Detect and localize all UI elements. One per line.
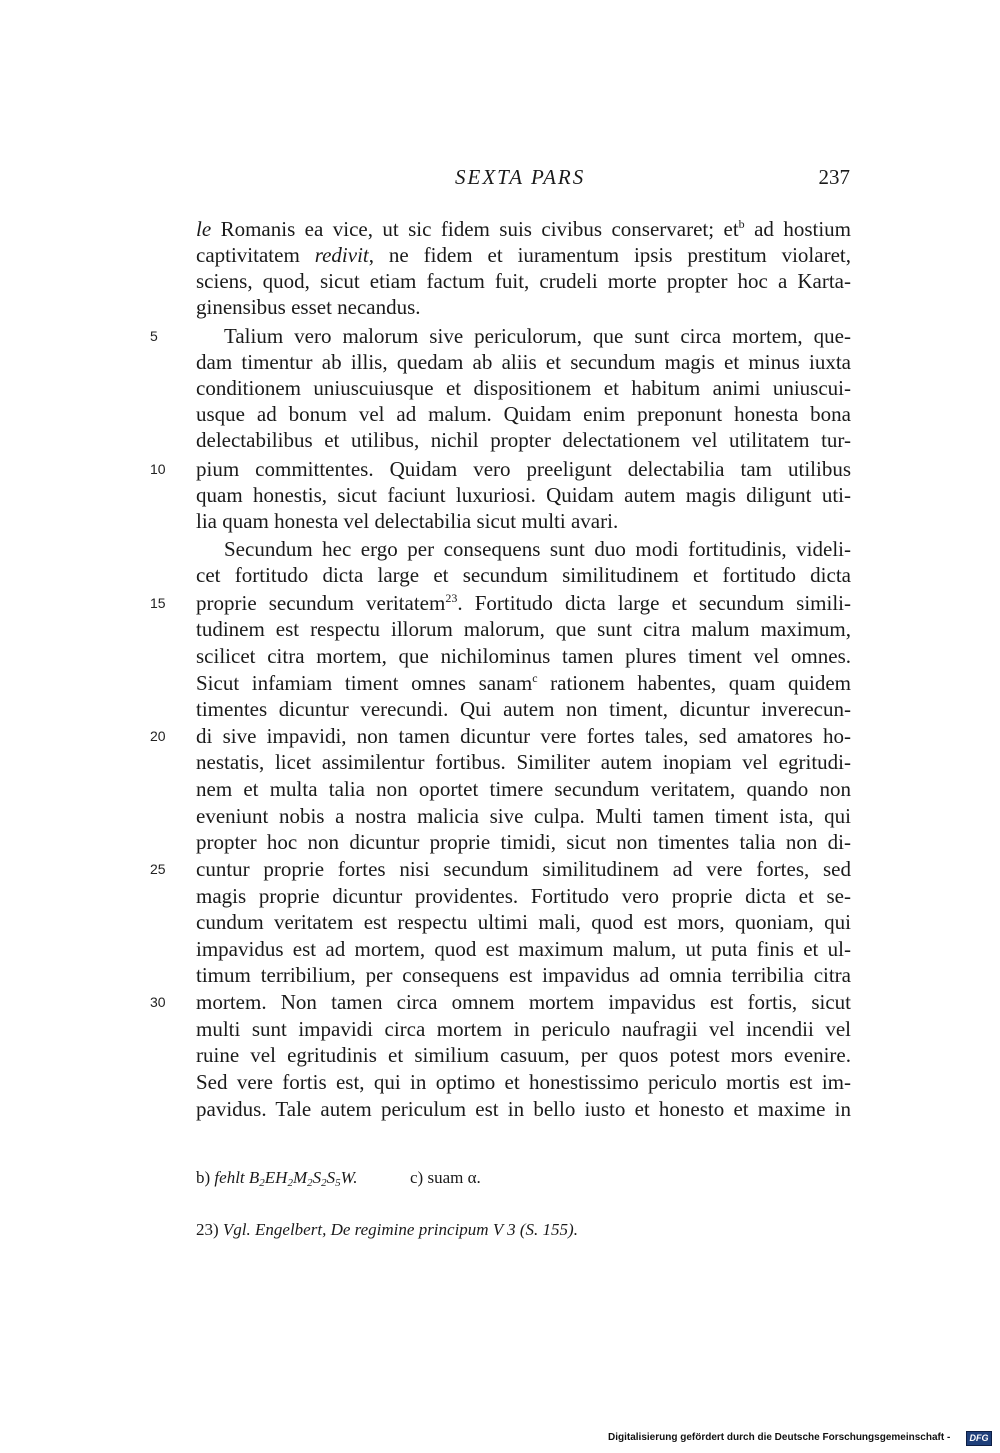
- text-line: [196, 216, 851, 242]
- commentary-note: [196, 1219, 578, 1241]
- running-title: SEXTA PARS: [455, 165, 586, 189]
- page-number: 237: [818, 165, 850, 189]
- text-line: delectabilibus et utilibus, nichil propter delectationem vel utilitatem tur-: [196, 428, 851, 452]
- footnote-marker-b: b): [196, 1168, 211, 1187]
- apparatus-marker-c: c: [532, 671, 538, 685]
- text-fragment: rationem habentes, quam quidem: [537, 671, 851, 695]
- text-fragment: proprie secundum veritatem: [196, 591, 446, 615]
- text-line: multi sunt impavidi circa mortem in periculo naufragii vel incendii vel: [196, 1017, 851, 1041]
- line-number: 30: [150, 994, 166, 1010]
- line-number: 5: [150, 328, 158, 344]
- text-line: quam honestis, sicut faciunt luxuriosi. Quidam autem magis diligunt uti-: [196, 483, 851, 507]
- digitization-credit: Digitalisierung gefördert durch die Deutsche Forschungsgemeinschaft -: [608, 1432, 951, 1443]
- text-fragment-italic: le: [196, 217, 212, 241]
- text-line: Secundum hec ergo per consequens sunt duo modi fortitudinis, videli-: [224, 537, 851, 561]
- text-line: ruine vel egritudinis et similium casuum, per quos potest mors evenire.: [196, 1043, 851, 1067]
- text-line: [196, 242, 851, 268]
- footnote-text-23: Vgl. Engelbert, De regimine principum V 3 (S. 155).: [222, 1220, 578, 1239]
- line-number: 10: [150, 461, 166, 477]
- text-line: usque ad bonum vel ad malum. Quidam enim preponunt honesta bona: [196, 402, 851, 426]
- critical-apparatus: [196, 1167, 481, 1189]
- text-line: eveniunt nobis a nostra malicia sive culpa. Multi tamen timent ista, qui: [196, 804, 851, 828]
- text-line: timentes dicuntur verecundi. Qui autem non timent, dicuntur inverecun-: [196, 697, 851, 721]
- text-fragment: , ne fidem et iuramentum ipsis prestitum violaret,: [368, 243, 851, 267]
- dfg-logo: DFG: [966, 1431, 992, 1446]
- text-line: [196, 590, 851, 616]
- line-number: 20: [150, 728, 166, 744]
- text-line: dam timentur ab illis, quedam ab aliis et secundum magis et minus iuxta: [196, 350, 851, 374]
- footnote-marker-c: c): [409, 1168, 424, 1187]
- commentary-marker-23: 23: [445, 591, 458, 605]
- footnote-text-c: suam α.: [427, 1168, 481, 1187]
- text-line: timum terribilium, per consequens est impavidus ad omnia terribilia citra: [196, 963, 851, 987]
- text-line: propter hoc non dicuntur proprie timidi, sicut non timentes talia non di-: [196, 830, 851, 854]
- text-fragment: captivitatem: [196, 243, 315, 267]
- text-line: mortem. Non tamen circa omnem mortem impavidus est fortis, sicut: [196, 990, 851, 1014]
- text-line: nem et multa talia non oportet timere secundum veritatem, quando non: [196, 777, 851, 801]
- text-line: cet fortitudo dicta large et secundum similitudinem et fortitudo dicta: [196, 563, 851, 587]
- text-line: cuntur proprie fortes nisi secundum similitudinem ad vere fortes, sed: [196, 857, 851, 881]
- text-line: pavidus. Tale autem periculum est in bello iusto et honesto et maxime in: [196, 1097, 851, 1121]
- line-number: 15: [150, 595, 166, 611]
- text-line: scilicet citra mortem, que nichilominus tamen plures timent vel omnes.: [196, 644, 851, 668]
- text-line: sciens, quod, sicut etiam factum fuit, crudeli morte propter hoc a Karta-: [196, 269, 851, 293]
- text-line: Talium vero malorum sive periculorum, que sunt circa mortem, que-: [224, 324, 851, 348]
- text-line: tudinem est respectu illorum malorum, que sunt citra malum maximum,: [196, 617, 851, 641]
- text-fragment: Romanis ea vice, ut sic fidem suis civibus conservaret; et: [211, 217, 739, 241]
- footnote-text-b: fehlt $B_2EH_2M_2S_2S_5W$.: [214, 1168, 358, 1189]
- footnote-marker-23: 23): [196, 1220, 219, 1239]
- text-fragment-italic: redivit: [314, 243, 369, 267]
- text-fragment: . Fortitudo dicta large et secundum simili-: [457, 591, 851, 615]
- text-line: Sed vere fortis est, qui in optimo et honestissimo periculo mortis est im-: [196, 1070, 851, 1094]
- text-fragment: Sicut infamiam timent omnes sanam: [196, 671, 533, 695]
- text-line: [196, 670, 851, 696]
- text-line: di sive impavidi, non tamen dicuntur vere fortes tales, sed amatores ho-: [196, 724, 851, 748]
- text-line: conditionem uniuscuiusque et dispositionem et habitum animi uniuscui-: [196, 376, 851, 400]
- text-line: pium committentes. Quidam vero preeligunt delectabilia tam utilibus: [196, 457, 851, 481]
- text-line: impavidus est ad mortem, quod est maximum malum, ut puta finis et ul-: [196, 937, 851, 961]
- text-line: cundum veritatem est respectu ultimi mali, quod est mors, quoniam, qui: [196, 910, 851, 934]
- text-fragment: ad hostium: [744, 217, 851, 241]
- line-number: 25: [150, 861, 166, 877]
- apparatus-marker-b: b: [738, 217, 745, 231]
- text-line: nestatis, licet assimilentur fortibus. Similiter autem inopiam vel egritudi-: [196, 750, 851, 774]
- text-line: ginensibus esset necandus.: [196, 295, 421, 319]
- text-line: lia quam honesta vel delectabilia sicut multi avari.: [196, 509, 619, 533]
- text-line: magis proprie dicuntur providentes. Fortitudo vero proprie dicta et se-: [196, 884, 851, 908]
